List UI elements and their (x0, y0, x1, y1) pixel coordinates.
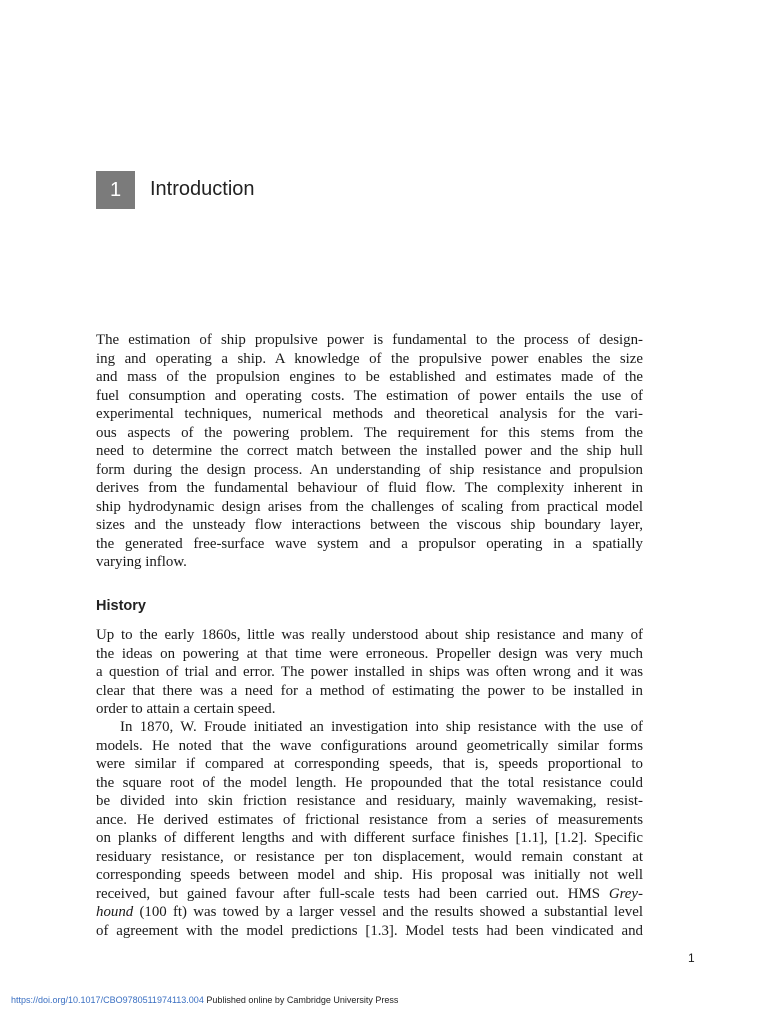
history-paragraph-1 (96, 626, 643, 719)
text-line: ous aspects of the powering problem. The requirement for this stems from the (96, 424, 643, 441)
text-line: a question of trial and error. The power installed in ships was often wrong and it was (96, 664, 643, 680)
text-line: ing and operating a ship. A knowledge of the propulsive power enables the size (96, 350, 643, 367)
intro-paragraph (96, 331, 643, 572)
chapter-number: 1 (109, 178, 122, 201)
text-line: models. He noted that the wave configurations around geometrically similar forms (96, 737, 643, 754)
text-line: residuary resistance, or resistance per ton displacement, would remain constant at (96, 848, 643, 865)
chapter-number-box (96, 171, 135, 209)
text-line: received, but gained favour after full-scale tests had been carried out. HMS Grey- (96, 885, 643, 902)
text-line: In 1870, W. Froude initiated an investigation into ship resistance with the use of (120, 719, 643, 735)
text-line: the generated free-surface wave system and a propulsor operating in a spatially (96, 535, 643, 552)
section-heading: History (96, 598, 146, 614)
text-line: The estimation of ship propulsive power is fundamental to the process of design- (96, 332, 643, 348)
text-line: ance. He derived estimates of frictional resistance from a series of measurements (96, 811, 643, 828)
text-line: derives from the fundamental behaviour of fluid flow. The complexity inherent in (96, 480, 643, 496)
page-number: 1 (688, 951, 695, 965)
text-line: experimental techniques, numerical methods and theoretical analysis for the vari- (96, 406, 643, 422)
text-line: form during the design process. An understanding of ship resistance and propulsion (96, 461, 643, 478)
text-line: fuel consumption and operating costs. The estimation of power entails the use of (96, 387, 643, 404)
text-line: on planks of different lengths and with different surface finishes [1.1], [1.2]. Specific (96, 830, 643, 846)
text-line: clear that there was a need for a method of estimating the power to be installed in (96, 682, 643, 699)
chapter-title: Introduction (150, 178, 255, 200)
text-line: need to determine the correct match between the installed power and the ship hull (96, 443, 643, 459)
text-line: be divided into skin friction resistance and residuary, mainly wavemaking, resist- (96, 793, 643, 809)
publisher-text: Published online by Cambridge University Press (206, 995, 399, 1005)
text-line: the square root of the model length. He propounded that the total resistance could (96, 774, 643, 791)
text-line: ship hydrodynamic design arises from the challenges of scaling from practical model (96, 498, 643, 515)
doi-link[interactable]: https://doi.org/10.1017/CBO9780511974113.004 (11, 995, 204, 1005)
text-line: and mass of the propulsion engines to be established and estimates made of the (96, 369, 643, 385)
text-line: the ideas on powering at that time were erroneous. Propeller design was very much (96, 645, 643, 662)
text-line: sizes and the unsteady flow interactions between the viscous ship boundary layer, (96, 517, 643, 533)
footer (11, 995, 398, 1005)
text-line: order to attain a certain speed. (96, 701, 276, 717)
text-line: were similar if compared at corresponding speeds, that is, speeds proportional to (96, 756, 643, 772)
text-line: varying inflow. (96, 554, 187, 570)
text-line: of agreement with the model predictions [1.3]. Model tests had been vindicated and (96, 922, 643, 939)
text-line: Up to the early 1860s, little was really understood about ship resistance and many of (96, 627, 643, 643)
text-line: hound (100 ft) was towed by a larger vessel and the results showed a substantial level (96, 904, 643, 920)
history-paragraph-2 (96, 718, 643, 940)
text-line: corresponding speeds between model and ship. His proposal was initially not well (96, 867, 643, 883)
